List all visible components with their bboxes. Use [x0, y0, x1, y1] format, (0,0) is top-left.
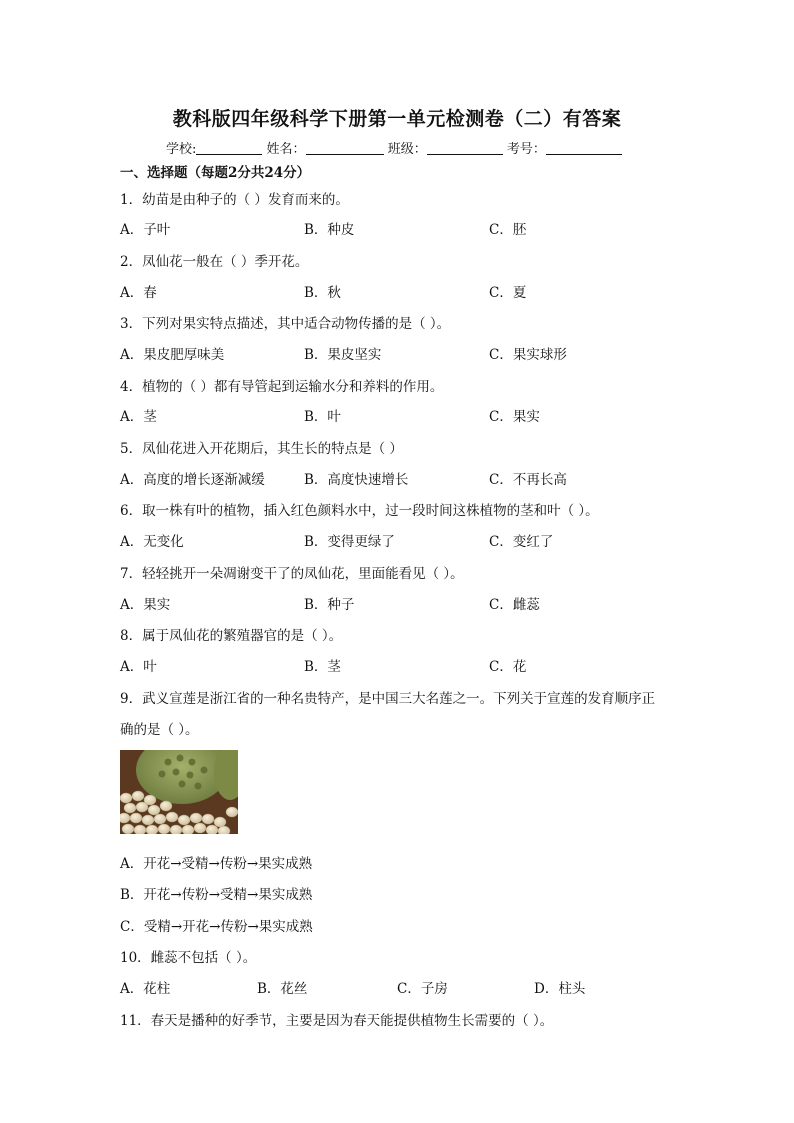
student-info-line: [166, 138, 622, 157]
section-heading: 一、选择题（每题2分共24分）: [120, 165, 311, 181]
question-9-option-a[interactable]: A．开花→受精→传粉→果实成熟: [120, 856, 313, 872]
page-title: 教科版四年级科学下册第一单元检测卷（二）有答案: [172, 108, 622, 130]
school-blank[interactable]: [196, 141, 262, 155]
question-3: 3．下列对果实特点描述，其中适合动物传播的是（ ）。: [120, 316, 451, 332]
option-c[interactable]: C．花: [489, 659, 527, 675]
option-c[interactable]: C．雌蕊: [489, 597, 540, 613]
option-b[interactable]: B．种皮: [304, 222, 355, 238]
lotus-seed-photo: [120, 750, 238, 834]
option-c[interactable]: C．果实球形: [489, 347, 567, 363]
question-2: 2．凤仙花一般在（ ）季开花。: [120, 254, 309, 270]
class-label: 班级：: [387, 142, 427, 157]
question-8: 8．属于凤仙花的繁殖器官的是（ ）。: [120, 628, 343, 644]
option-b[interactable]: B．种子: [304, 597, 355, 613]
exam-no-blank[interactable]: [546, 141, 622, 155]
option-a[interactable]: A．高度的增长逐渐减缓: [120, 472, 265, 488]
option-a[interactable]: A．春: [120, 285, 157, 301]
option-b[interactable]: B．果皮坚实: [304, 347, 382, 363]
option-c[interactable]: C．夏: [489, 285, 527, 301]
option-a[interactable]: A．无变化: [120, 534, 184, 550]
option-c[interactable]: C．子房: [397, 981, 448, 997]
lotus-seed-photo-image: [120, 750, 238, 834]
option-b[interactable]: B．茎: [304, 659, 341, 675]
question-11: 11．春天是播种的好季节，主要是因为春天能提供植物生长需要的（ ）。: [120, 1013, 554, 1029]
question-10: 10．雌蕊不包括（ ）。: [120, 950, 257, 966]
question-1: 1．幼苗是由种子的（ ）发育而来的。: [120, 192, 349, 208]
option-a[interactable]: A．果皮肥厚味美: [120, 347, 225, 363]
school-label: 学校:: [166, 142, 197, 157]
option-b[interactable]: B．高度快速增长: [304, 472, 409, 488]
question-9-option-c[interactable]: C．受精→开花→传粉→果实成熟: [120, 919, 313, 935]
option-c[interactable]: C．不再长高: [489, 472, 567, 488]
option-c[interactable]: C．变红了: [489, 534, 554, 550]
option-a[interactable]: A．叶: [120, 659, 157, 675]
option-a[interactable]: A．子叶: [120, 222, 171, 238]
question-5: 5．凤仙花进入开花期后，其生长的特点是（ ）: [120, 441, 403, 457]
question-6: 6．取一株有叶的植物，插入红色颜料水中，过一段时间这株植物的茎和叶（ ）。: [120, 503, 599, 519]
name-blank[interactable]: [306, 141, 384, 155]
question-9-option-b[interactable]: B．开花→传粉→受精→果实成熟: [120, 887, 313, 903]
question-7: 7．轻轻挑开一朵凋谢变干了的凤仙花，里面能看见（ ）。: [120, 566, 464, 582]
question-9-line-2: 确的是（ ）。: [120, 722, 199, 738]
option-c[interactable]: C．胚: [489, 222, 527, 238]
option-a[interactable]: A．花柱: [120, 981, 171, 997]
option-c[interactable]: C．果实: [489, 409, 540, 425]
exam-no-label: 考号：: [506, 142, 546, 157]
class-blank[interactable]: [427, 141, 503, 155]
option-b[interactable]: B．变得更绿了: [304, 534, 395, 550]
option-a[interactable]: A．茎: [120, 409, 157, 425]
option-b[interactable]: B．花丝: [257, 981, 308, 997]
option-a[interactable]: A．果实: [120, 597, 171, 613]
option-b[interactable]: B．叶: [304, 409, 341, 425]
name-label: 姓名：: [266, 142, 306, 157]
question-9-line-1: 9．武义宣莲是浙江省的一种名贵特产，是中国三大名莲之一。下列关于宣莲的发育顺序正: [120, 691, 656, 707]
question-4: 4．植物的（ ）都有导管起到运输水分和养料的作用。: [120, 379, 444, 395]
option-b[interactable]: B．秋: [304, 285, 341, 301]
option-d[interactable]: D．柱头: [534, 981, 586, 997]
